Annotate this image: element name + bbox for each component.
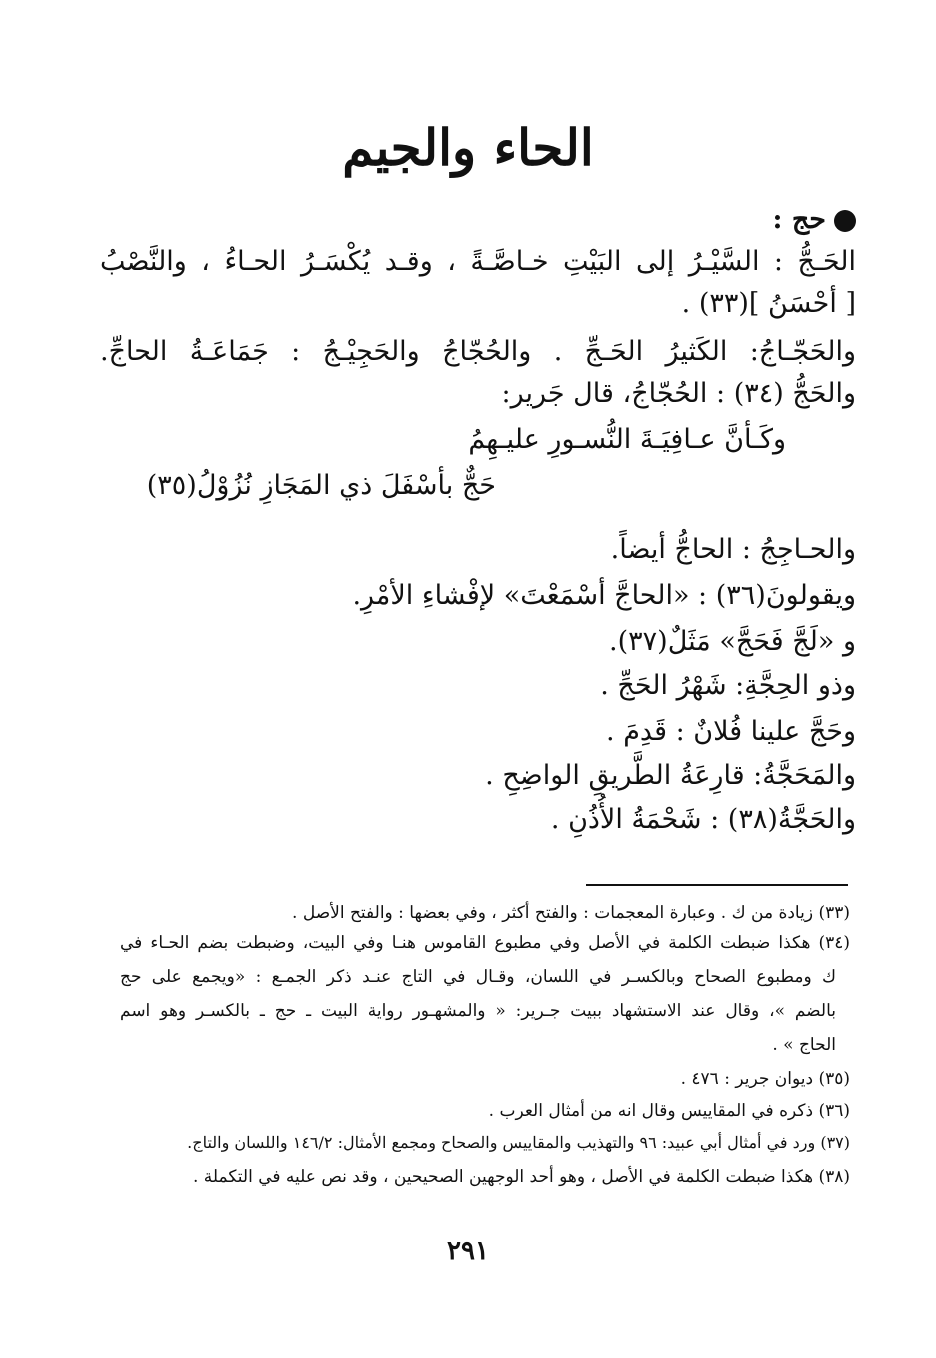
body-line-11: والحَجَّةُ(٣٨) : شَحْمَةُ الأُذُنِ . [550, 804, 856, 835]
page-number: ٢٩١ [447, 1236, 489, 1266]
body-line-7: و «لَجَّ فَحَجَّ» مَثَلٌ(٣٧). [609, 626, 856, 657]
entry-head-text: حج : [772, 204, 826, 235]
footnote-34-line-2: ك ومطبوع الصحاح وبالكسـر في اللسان، وقـال في التاج عنـد ذكر الجمـع : «ويجمع على حج [120, 967, 836, 987]
body-line-1: الحَـجُّ : السَّيْـرُ إلى البَيْتِ خـاصَّـةً ، وقـد يُكْسَـرُ الحـاءُ ، والنَّصْبُ [100, 246, 856, 277]
body-line-2: [ أحْسَنُ ](٣٣) . [681, 288, 856, 319]
poem-hemistich-2: حَجٌّ بأسْفَلَ ذي المَجَازِ نُزُوْلُ(٣٥) [146, 470, 496, 501]
entry-head [773, 200, 857, 240]
footnote-divider [586, 884, 848, 886]
body-line-5: والحـاجِجُ : الحاجُّ أيضاً. [610, 534, 856, 565]
footnote-38: (٣٨) هكذا ضبطت الكلمة في الأصل ، وهو أحد الوجهين الصحيحين ، وقد نص عليه في التكملة . [193, 1167, 850, 1187]
footnote-34-line-1: (٣٤) هكذا ضبطت الكلمة في الأصل وفي مطبوع القاموس هنـا وفي البيت، وضبطت بضم الحـاء في [120, 933, 850, 953]
footnote-34-line-3: بالضم »، وقال عند الاستشهاد ببيت جـرير: « والمشهـور رواية البيت ـ حج ـ بالكسـر وهو اسم [120, 1001, 836, 1021]
body-line-4: والحَجُّ (٣٤) : الحُجّاجُ، قال جَرير: [501, 378, 856, 409]
page-title: الحاء والجيم [342, 118, 594, 177]
body-line-3: والحَجّـاجُ: الكَثيرُ الحَـجِّ . والحُجّاجُ والحَجِيْـجُ : جَمَاعَـةُ الحاجِّ. [100, 336, 856, 367]
footnote-35: (٣٥) ديوان جرير : ٤٧٦ . [680, 1069, 850, 1089]
poem-hemistich-1: وكَـأنَّ عـافِيَـةَ النُّسـورِ عليـهِمُ [468, 424, 786, 455]
footnote-34-line-4: الحاج » . [772, 1035, 836, 1055]
body-line-8: وذو الحِجَّةِ: شَهْرُ الحَجِّ . [600, 670, 856, 701]
footnote-36: (٣٦) ذكره في المقاييس وقال انه من أمثال العرب . [488, 1101, 850, 1121]
body-line-10: والمَحَجَّةُ: قارِعَةُ الطَّريقِ الواضِحِ . [485, 760, 856, 791]
body-line-6: ويقولونَ(٣٦) : «الحاجَّ أسْمَعْتَ» لإفْشاءِ الأمْرِ. [352, 580, 856, 611]
body-line-9: وحَجَّ علينا فُلانٌ : قَدِمَ . [606, 716, 856, 747]
footnote-37: (٣٧) ورد في أمثال أبي عبيد: ٩٦ والتهذيب والمقاييس والصحاح ومجمع الأمثال: ١٤٦/٢ واللسان والتاج. [187, 1133, 850, 1152]
bullet-icon [834, 210, 856, 232]
footnote-33: (٣٣) زيادة من ك . وعبارة المعجمات : والفتح أكثر ، وفي بعضها : والفتح الأصل . [292, 903, 850, 923]
